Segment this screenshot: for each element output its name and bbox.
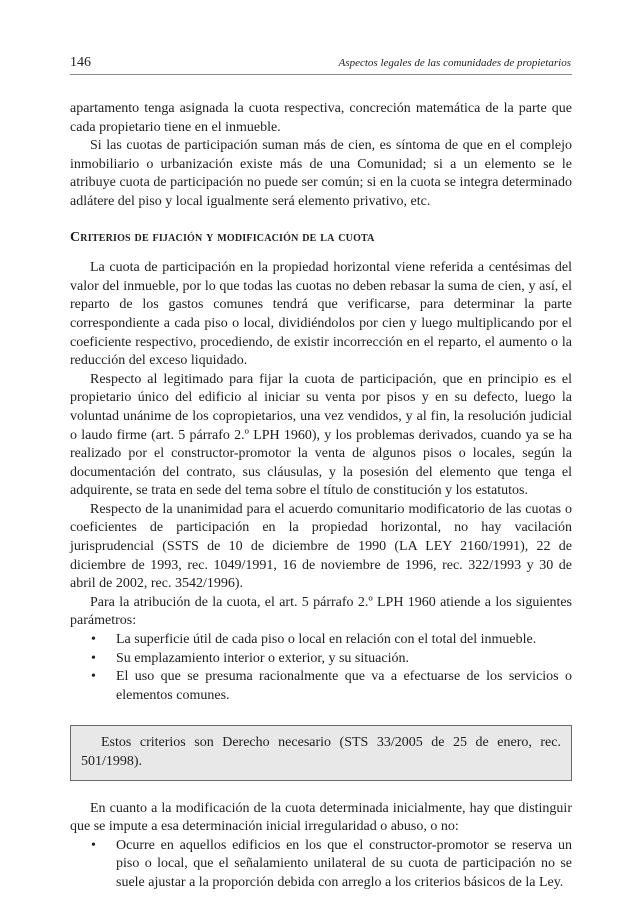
list-item [91,631,572,650]
list-item-text: Ocurre en aquellos edificios en los que el constructor-promotor se reserva un piso o local, que el señalamiento unilateral de su cuota de participación no se suele ajustar a la proporción debida con arreglo a los criterios básicos de la Ley. [116,837,572,890]
running-head: Aspectos legales de las comunidades de propietarios [338,57,571,69]
paragraph-continuation: apartamento tenga asignada la cuota respectiva, concreción matemática de la parte que cada propietario tiene en el inmueble. [70,101,572,135]
bullet-glyph: • [91,632,96,648]
callout-box [70,725,572,780]
list-item-text: El uso que se presuma racionalmente que va a efectuarse de los servicios o elementos comunes. [116,669,572,703]
paragraph-cuotas-suman: Si las cuotas de participación suman más de cien, es síntoma de que en el complejo inmobiliario o urbanización existe más de una Comunidad; si a un elemento se le atribuye cuota de participación no puede ser común; si en la cuota se integra determinado adlátere del piso y local igualmente será elemento privativo, etc. [70,138,572,209]
callout-text: Estos criterios son Derecho necesario (STS 33/2005 de 25 de enero, rec. 501/1998). [81,735,561,769]
list-item-text: Su emplazamiento interior o exterior, y su situación. [116,650,409,666]
list-item [91,668,572,705]
section-heading: Criterios de fijación y modificación de la cuota [70,229,375,245]
paragraph-legitimado: Respecto al legitimado para fijar la cuota de participación, que en principio es el propietario único del edificio al iniciar su venta por pisos y en su defecto, luego la voluntad unánime de los copropietarios, una vez vendidos, y al fin, la resolución judicial o laudo firme (art. 5 párrafo 2.º LPH 1960), y los problemas derivados, cuando ya se ha realizado por el constructor-promotor la venta de algunos pisos o locales, según la documentación del contrato, sus cláusulas, y la posesión del elemento que tenga el adquirente, se trata en sede del tema sobre el título de constitución y los estatutos. [70,371,572,499]
list-item [91,837,572,893]
parameters-list [70,631,572,705]
modification-list [70,837,572,893]
bullet-glyph: • [91,669,96,685]
bullet-glyph: • [91,650,96,666]
body-text [70,100,572,893]
paragraph-unanimidad: Respecto de la unanimidad para el acuerdo comunitario modificatorio de las cuotas o coeficientes de participación en la propiedad horizontal, no hay vacilación jurisprudencial (SSTS de 10 de diciembre de 1990 (LA LEY 2160/1991), 22 de diciembre de 1993, rec. 1049/1991, 16 de noviembre de 1996, rec. 322/1993 y 30 de abril de 2002, rec. 3542/1996). [70,501,572,592]
page-number: 146 [70,55,91,70]
paragraph-modificacion: En cuanto a la modificación de la cuota determinada inicialmente, hay que distinguir que se impute a esa determinación inicial irregularidad o abuso, o no: [70,800,572,835]
list-item-text: La superficie útil de cada piso o local en relación con el total del inmueble. [116,632,537,648]
list-item [91,650,572,669]
header-rule [70,74,572,75]
paragraph-atribucion: Para la atribución de la cuota, el art. 5 párrafo 2.º LPH 1960 atiende a los siguientes parámetros: [70,594,572,629]
bullet-glyph: • [91,837,96,853]
paragraph-centesimas: La cuota de participación en la propiedad horizontal viene referida a centésimas del valor del inmueble, por lo que todas las cuotas no deben rebasar la suma de cien, y así, el reparto de los gastos comunes tendrá que verificarse, para determinar la parte correspondiente a cada piso o local, dividiéndolos por cien y luego multiplicando por el coeficiente respectivo, procediendo, de existir incorrección en el reparto, el aumento o la reducción del exceso liquidado. [70,260,572,369]
